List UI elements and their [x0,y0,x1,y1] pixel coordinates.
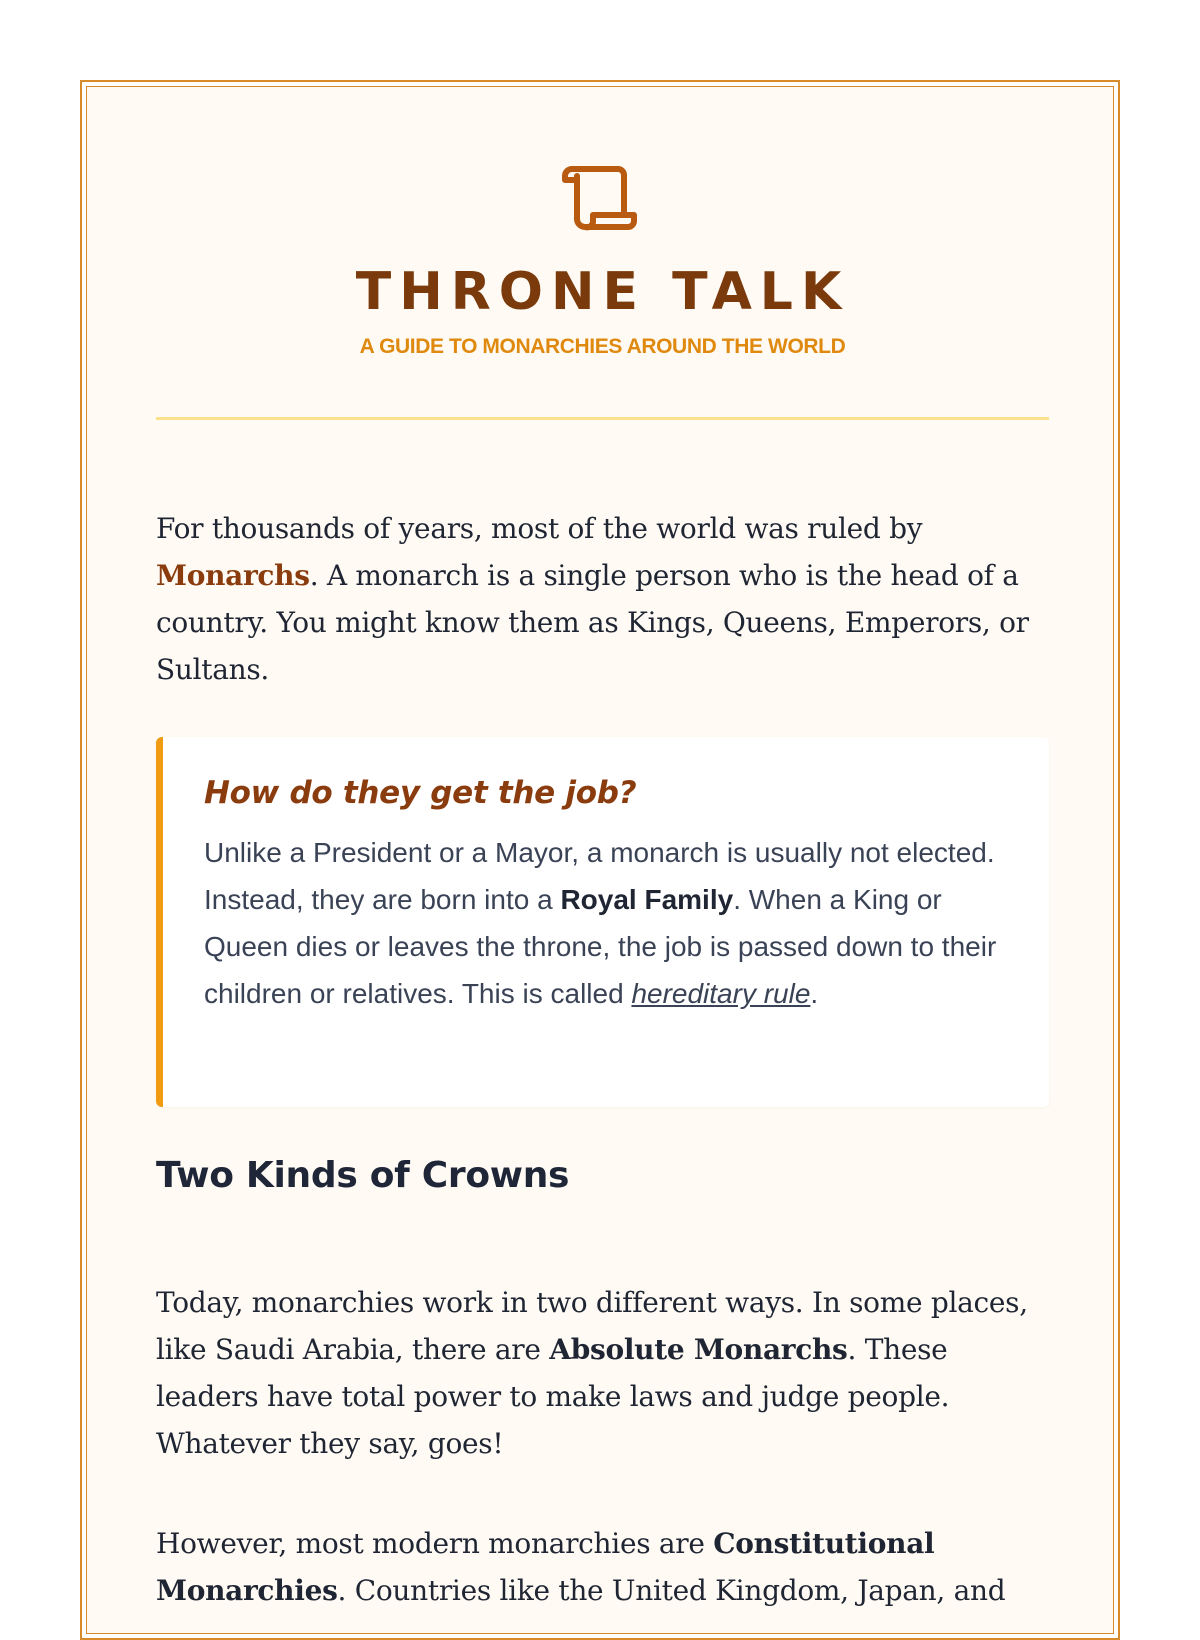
section-p2-before: However, most modern monarchies are [156,1527,714,1560]
section-p1-after: . These leaders have total power to make laws and judge people. Whatever they say, goes! [156,1333,950,1460]
callout-box [156,737,1049,1107]
section-p1-before: Today, monarchies work in two different ways. In some places, like Saudi Arabia, there are [156,1286,1028,1366]
site-title: THRONE TALK [355,262,850,322]
callout-text-after: . [810,978,819,1009]
section-p2-bold: Constitutional Monarchies [156,1527,935,1607]
page-card [86,86,1114,1634]
callout-term: hereditary rule [631,978,811,1009]
site-subtitle: A GUIDE TO MONARCHIES AROUND THE WORLD [359,335,846,358]
section-heading: Two Kinds of Crowns [156,1155,570,1196]
callout-title: How do they get the job? [204,775,637,811]
intro-text-before: For thousands of years, most of the world was ruled by [156,512,923,545]
callout-text-middle: . When a King or Queen dies or leaves the throne, the job is passed down to their children or relatives. This is called [204,884,997,1009]
callout-text-before: Unlike a President or a Mayor, a monarch is usually not elected. Instead, they are born into a [204,837,995,915]
section-p1-bold: Absolute Monarchs [549,1333,848,1366]
intro-paragraph [156,505,1049,693]
scroll-icon [562,161,638,233]
page-frame [80,80,1120,1640]
intro-highlight: Monarchs [156,559,310,592]
intro-text-after: . A monarch is a single person who is the head of a country. You might know them as Kings, Queens, Emperors, or Sultans. [156,559,1029,686]
callout-body [204,829,1004,1017]
header-divider [156,417,1049,420]
callout-bold: Royal Family [560,884,734,915]
section-paragraph-1 [156,1279,1049,1467]
section-p2-after: . Countries like the United Kingdom, Japan, and [337,1574,1006,1607]
